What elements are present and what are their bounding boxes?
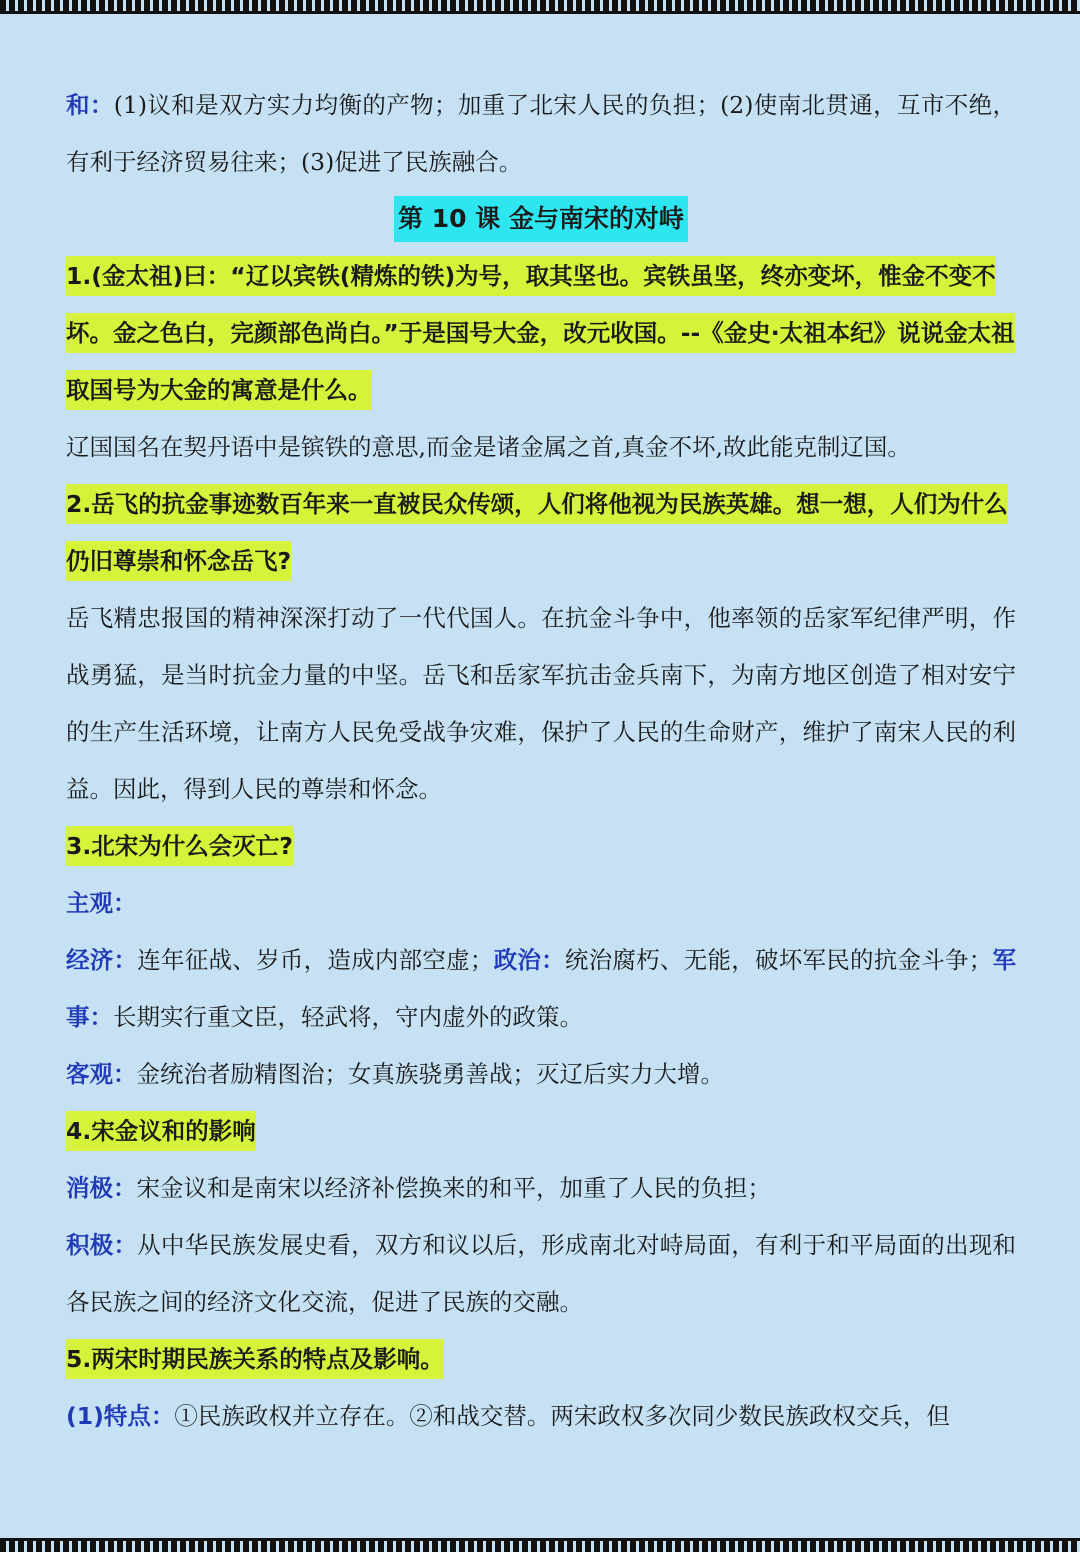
lesson-title: 第 10 课 金与南宋的对峙 bbox=[394, 196, 688, 242]
military-label: 军事： bbox=[66, 946, 1017, 1031]
military-text: 长期实行重文臣，轻武将，守内虚外的政策。 bbox=[113, 1003, 583, 1031]
bottom-border bbox=[0, 1538, 1080, 1552]
q5-question-paragraph bbox=[66, 1331, 1016, 1388]
q4-question: 4.宋金议和的影响 bbox=[66, 1111, 256, 1151]
positive-text: 从中华民族发展史看，双方和议以后，形成南北对峙局面，有利于和平局面的出现和各民族之间的经济文化交流，促进了民族的交融。 bbox=[66, 1231, 1017, 1316]
feature-text: ①民族政权并立存在。②和战交替。两宋政权多次同少数民族政权交兵，但 bbox=[174, 1402, 950, 1430]
document-content bbox=[66, 77, 1016, 1445]
lesson-title-row bbox=[66, 191, 1016, 248]
objective-label: 客观： bbox=[66, 1060, 137, 1088]
positive-label: 积极： bbox=[66, 1231, 138, 1259]
top-border bbox=[0, 0, 1080, 14]
negative-label: 消极： bbox=[66, 1174, 137, 1202]
q3-question: 3.北宋为什么会灭亡? bbox=[66, 826, 293, 866]
q1-question: 1.(金太祖)曰：“辽以宾铁(精炼的铁)为号，取其坚也。宾铁虽坚，终亦变坏，惟金不变不坏。金之色白，完颜部色尚白。”于是国号大金，改元收国。--《金史·太祖本纪》说说金太祖取国号为大金的寓意是什么。 bbox=[66, 256, 1015, 410]
q1-question-paragraph bbox=[66, 248, 1016, 419]
q4-question-paragraph bbox=[66, 1103, 1016, 1160]
q2-question: 2.岳飞的抗金事迹数百年来一直被民众传颂，人们将他视为民族英雄。想一想，人们为什么仍旧尊崇和怀念岳飞? bbox=[66, 484, 1008, 581]
feature-label: (1)特点： bbox=[66, 1402, 175, 1430]
q3-objective-paragraph bbox=[66, 1046, 1016, 1103]
economy-text: 连年征战、岁币，造成内部空虚； bbox=[137, 946, 494, 974]
subjective-label: 主观： bbox=[66, 889, 137, 917]
intro-text: (1)议和是双方实力均衡的产物；加重了北宋人民的负担；(2)使南北贯通，互市不绝，有利于经济贸易往来；(3)促进了民族融合。 bbox=[66, 91, 1017, 176]
objective-text: 金统治者励精图治；女真族骁勇善战；灭辽后实力大增。 bbox=[136, 1060, 724, 1088]
q1-answer: 辽国国名在契丹语中是镔铁的意思,而金是诸金属之首,真金不坏,故此能克制辽国。 bbox=[66, 433, 911, 461]
politics-text: 统治腐朽、无能，破坏军民的抗金斗争； bbox=[564, 946, 993, 974]
q4-positive-paragraph bbox=[66, 1217, 1016, 1331]
politics-label: 政治： bbox=[493, 946, 565, 974]
q3-subjective-paragraph bbox=[66, 932, 1016, 1046]
q5-question: 5.两宋时期民族关系的特点及影响。 bbox=[66, 1339, 444, 1379]
economy-label: 经济： bbox=[66, 946, 138, 974]
q3-question-paragraph bbox=[66, 818, 1016, 875]
q3-subjective-heading bbox=[66, 875, 1016, 932]
intro-paragraph bbox=[66, 77, 1016, 191]
q2-question-paragraph bbox=[66, 476, 1016, 590]
q4-negative-paragraph bbox=[66, 1160, 1016, 1217]
q5-feature-paragraph bbox=[66, 1388, 1016, 1445]
q2-answer: 岳飞精忠报国的精神深深打动了一代代国人。在抗金斗争中，他率领的岳家军纪律严明，作战勇猛，是当时抗金力量的中坚。岳飞和岳家军抗击金兵南下，为南方地区创造了相对安宁的生产生活环境，让南方人民免受战争灾难，保护了人民的生命财产，维护了南宋人民的利益。因此，得到人民的尊崇和怀念。 bbox=[66, 604, 1016, 803]
negative-text: 宋金议和是南宋以经济补偿换来的和平，加重了人民的负担； bbox=[136, 1174, 771, 1202]
intro-label: 和： bbox=[66, 91, 114, 119]
